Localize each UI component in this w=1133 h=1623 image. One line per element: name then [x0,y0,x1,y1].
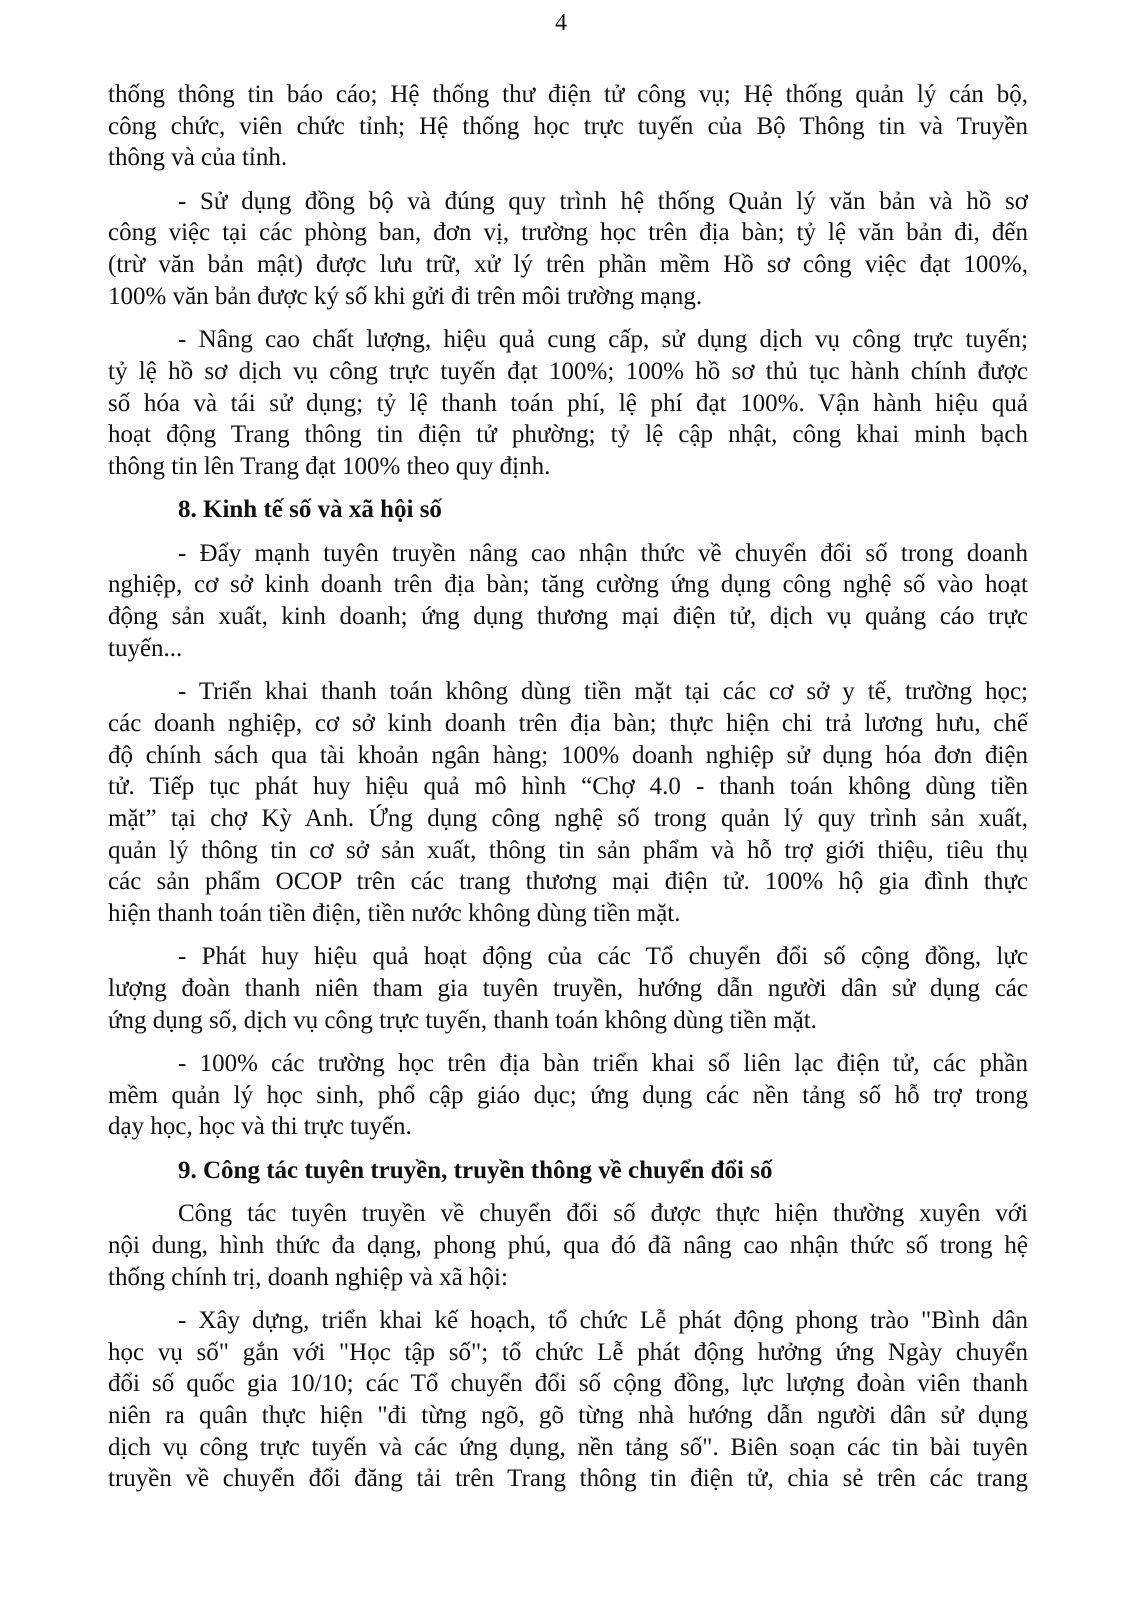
text-line: động sản xuất, kinh doanh; ứng dụng thương mại điện tử, dịch vụ quảng cáo trực [108,603,1028,631]
text-line: lượng đoàn thanh niên tham gia tuyên truyền, hướng dẫn người dân sử dụng các [108,975,1028,1002]
text-line: thống thông tin báo cáo; Hệ thống thư điện tử công vụ; Hệ thống quản lý cán bộ, [108,81,1028,108]
text-line: hiện thanh toán tiền điện, tiền nước không dùng tiền mặt. [108,899,681,927]
paragraph [108,1198,1028,1293]
text-line: - 100% các trường học trên địa bàn triển khai sổ liên lạc điện tử, các phần [178,1050,1028,1078]
text-line: độ chính sách qua tài khoản ngân hàng; 100% doanh nghiệp sử dụng hóa đơn điện [108,741,1028,769]
text-line: 100% văn bản được ký số khi gửi đi trên môi trường mạng. [108,282,703,310]
text-line: - Xây dựng, triển khai kế hoạch, tổ chức Lễ phát động phong trào "Bình dân [178,1306,1028,1334]
text-line: truyền về chuyển đổi đăng tải trên Trang thông tin điện tử, chia sẻ trên các trang [108,1465,1028,1493]
document-body [108,79,1028,1507]
text-line: - Phát huy hiệu quả hoạt động của các Tổ chuyển đổi số cộng đồng, lực [178,943,1028,971]
text-line: số hóa và tái sử dụng; tỷ lệ thanh toán phí, lệ phí đạt 100%. Vận hành hiệu quả [108,389,1028,417]
text-line: nội dung, hình thức đa dạng, phong phú, qua đó đã nâng cao nhận thức số trong hệ [108,1231,1028,1259]
paragraph [108,676,1028,930]
text-line: mềm quản lý học sinh, phổ cập giáo dục; ứng dụng các nền tảng số hỗ trợ trong [108,1081,1028,1109]
text-line: học vụ số" gắn với "Học tập số"; tổ chức Lễ phát động hưởng ứng Ngày chuyển [108,1338,1028,1366]
text-line: các doanh nghiệp, cơ sở kinh doanh trên địa bàn; thực hiện chi trả lương hưu, chế [108,709,1028,737]
text-line: công chức, viên chức tỉnh; Hệ thống học trực tuyến của Bộ Thông tin và Truyền [108,112,1028,140]
text-line: Công tác tuyên truyền về chuyển đổi số được thực hiện thường xuyên với [178,1200,1028,1228]
text-line: tỷ lệ hồ sơ dịch vụ công trực tuyến đạt 100%; 100% hồ sơ thủ tục hành chính được [108,357,1028,385]
text-line: thông và của tỉnh. [108,144,288,172]
text-line: tuyến... [108,634,183,662]
text-line: quản lý thông tin cơ sở sản xuất, thông tin sản phẩm và hỗ trợ giới thiệu, tiêu thụ [108,836,1028,864]
text-line: niên ra quân thực hiện "đi từng ngõ, gõ từng nhà hướng dẫn người dân sử dụng [108,1402,1028,1429]
text-line: dịch vụ công trực tuyến và các ứng dụng, nền tảng số". Biên soạn các tin bài tuyên [108,1433,1028,1461]
paragraph [108,1048,1028,1143]
text-line: tử. Tiếp tục phát huy hiệu quả mô hình “Chợ 4.0 - thanh toán không dùng tiền [108,773,1028,801]
section-heading: 8. Kinh tế số và xã hội số [178,496,442,524]
text-line: công việc tại các phòng ban, đơn vị, trường học trên địa bàn; tỷ lệ văn bản đi, đến [108,219,1028,247]
text-line: nghiệp, cơ sở kinh doanh trên địa bàn; tăng cường ứng dụng công nghệ số vào hoạt [108,571,1028,599]
text-line: các sản phẩm OCOP trên các trang thương mại điện tử. 100% hộ gia đình thực [108,868,1028,896]
paragraph [108,538,1028,665]
text-line: - Triển khai thanh toán không dùng tiền mặt tại các cơ sở y tế, trường học; [178,678,1028,706]
text-line: hoạt động Trang thông tin điện tử phường; tỷ lệ cập nhật, công khai minh bạch [108,421,1028,449]
text-line: (trừ văn bản mật) được lưu trữ, xử lý trên phần mềm Hồ sơ công việc đạt 100%, [108,251,1028,279]
text-line: thông tin lên Trang đạt 100% theo quy định. [108,452,551,480]
text-line: mặt” tại chợ Kỳ Anh. Ứng dụng công nghệ số trong quản lý quy trình sản xuất, [108,804,1028,832]
text-line: ứng dụng số, dịch vụ công trực tuyến, thanh toán không dùng tiền mặt. [108,1006,817,1034]
text-line: - Nâng cao chất lượng, hiệu quả cung cấp, sử dụng dịch vụ công trực tuyến; [178,326,1028,354]
text-line: đổi số quốc gia 10/10; các Tổ chuyển đổi số cộng đồng, lực lượng đoàn viên thanh [108,1370,1028,1398]
paragraph [108,79,1028,174]
paragraph [108,1305,1028,1495]
paragraph [108,324,1028,482]
section-heading: 9. Công tác tuyên truyền, truyền thông về chuyển đổi số [178,1156,773,1184]
paragraph [108,186,1028,313]
text-line: - Đẩy mạnh tuyên truyền nâng cao nhận thức về chuyển đổi số trong doanh [178,539,1028,567]
text-line: - Sử dụng đồng bộ và đúng quy trình hệ thống Quản lý văn bản và hồ sơ [178,187,1028,215]
paragraph [108,941,1028,1036]
text-line: dạy học, học và thi trực tuyến. [108,1113,412,1141]
text-line: thống chính trị, doanh nghiệp và xã hội: [108,1263,508,1291]
page-number: 4 [555,10,567,36]
